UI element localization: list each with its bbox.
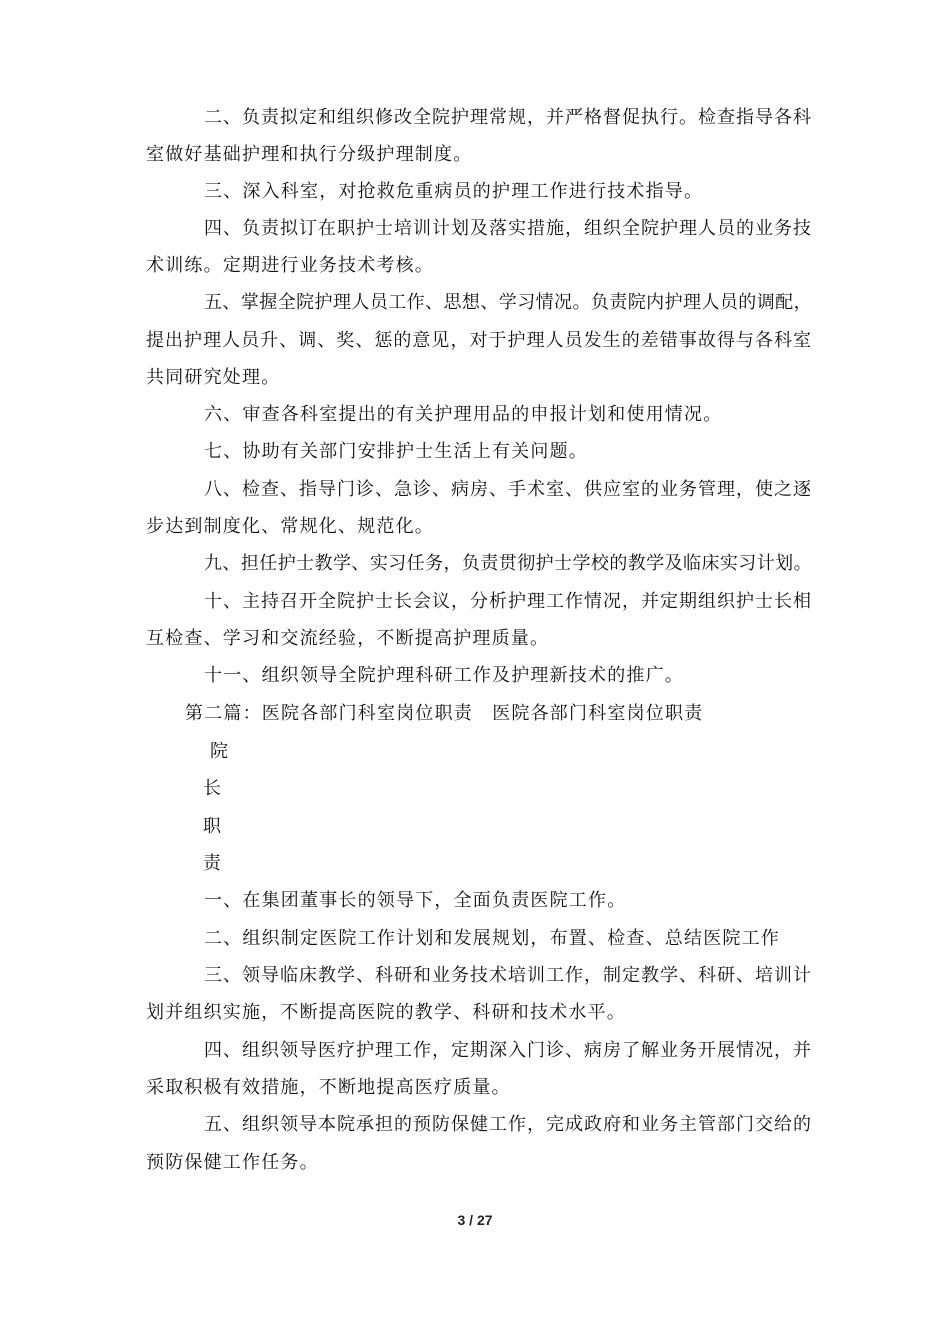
paragraph-line: 预防保健工作任务。 <box>146 1152 319 1173</box>
paragraph-line: 术训练。定期进行业务技术考核。 <box>146 255 434 276</box>
paragraph-line: 八、检查、指导门诊、急诊、病房、手术室、供应室的业务管理，使之逐 <box>204 479 812 500</box>
paragraph-line: 四、负责拟订在职护士培训计划及落实措施，组织全院护理人员的业务技 <box>204 218 812 239</box>
paragraph-line: 二、负责拟定和组织修改全院护理常规，并严格督促执行。检查指导各科 <box>204 107 812 128</box>
paragraph-line: 一、在集团董事长的领导下，全面负责医院工作。 <box>204 890 627 911</box>
paragraph-line: 七、协助有关部门安排护士生活上有关问题。 <box>204 441 588 462</box>
vertical-title-char: 院 <box>210 741 230 762</box>
paragraph-line: 四、组织领导医疗护理工作，定期深入门诊、病房了解业务开展情况，并 <box>204 1040 812 1061</box>
vertical-title-char: 长 <box>203 778 223 799</box>
section-heading: 第二篇：医院各部门科室岗位职责 医院各部门科室岗位职责 <box>185 703 704 724</box>
vertical-title-char: 职 <box>203 816 223 837</box>
paragraph-line: 三、领导临床教学、科研和业务技术培训工作，制定教学、科研、培训计 <box>204 965 812 986</box>
paragraph-line: 提出护理人员升、调、奖、惩的意见，对于护理人员发生的差错事故得与各科室 <box>146 330 812 351</box>
paragraph-line: 二、组织制定医院工作计划和发展规划，布置、检查、总结医院工作 <box>204 928 780 949</box>
paragraph-line: 室做好基础护理和执行分级护理制度。 <box>146 144 473 165</box>
vertical-title-char: 责 <box>203 853 223 874</box>
paragraph-line: 十一、组织领导全院护理科研工作及护理新技术的推广。 <box>204 665 684 686</box>
page-number: 3 / 27 <box>457 1212 493 1228</box>
paragraph-line: 共同研究处理。 <box>146 367 281 388</box>
paragraph-line: 划并组织实施，不断提高医院的教学、科研和技术水平。 <box>146 1002 626 1023</box>
paragraph-line: 十、主持召开全院护士长会议，分析护理工作情况，并定期组织护士长相 <box>204 591 812 612</box>
paragraph-line: 采取积极有效措施，不断地提高医疗质量。 <box>146 1077 511 1098</box>
paragraph-line: 九、担任护士教学、实习任务，负责贯彻护士学校的教学及临床实习计划。 <box>204 553 812 574</box>
paragraph-line: 六、审查各科室提出的有关护理用品的申报计划和使用情况。 <box>204 404 723 425</box>
paragraph-line: 五、组织领导本院承担的预防保健工作，完成政府和业务主管部门交给的 <box>204 1114 812 1135</box>
paragraph-line: 步达到制度化、常规化、规范化。 <box>146 516 434 537</box>
paragraph-line: 三、深入科室，对抢救危重病员的护理工作进行技术指导。 <box>204 181 704 202</box>
paragraph-line: 五、掌握全院护理人员工作、思想、学习情况。负责院内护理人员的调配， <box>204 292 812 313</box>
paragraph-line: 互检查、学习和交流经验，不断提高护理质量。 <box>146 628 550 649</box>
